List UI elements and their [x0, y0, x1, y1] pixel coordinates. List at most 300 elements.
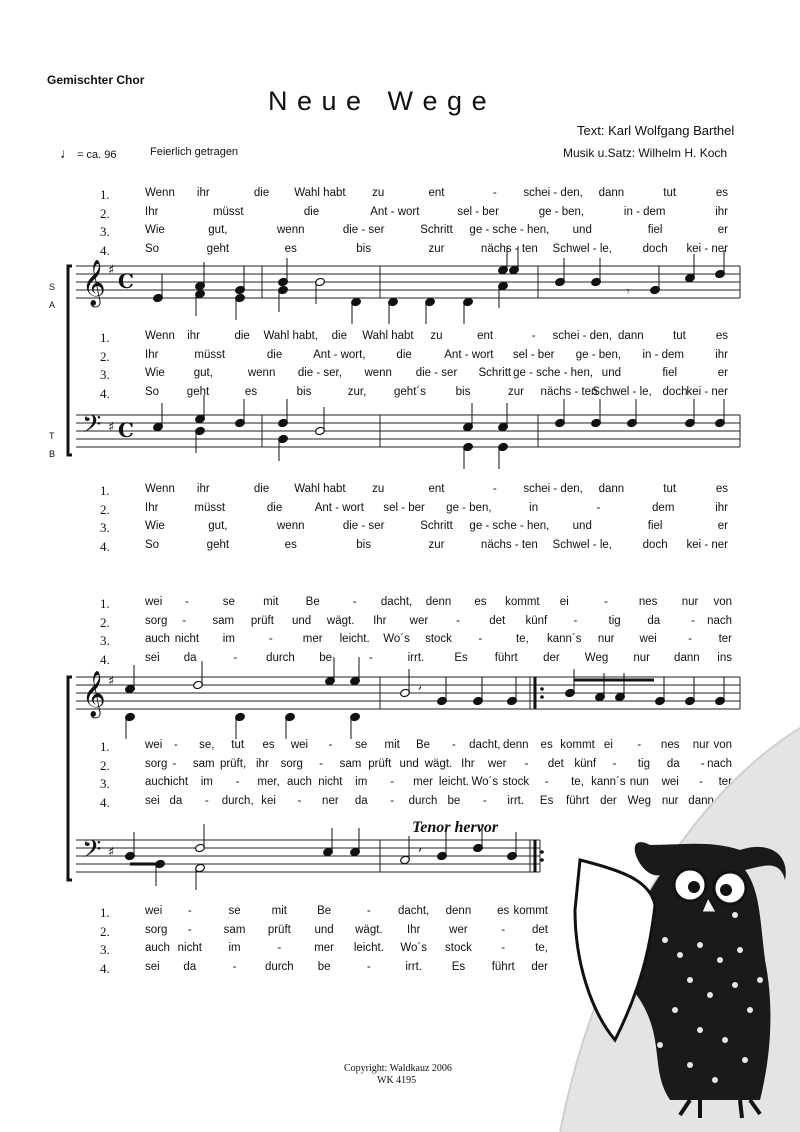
lyric-syllable: nur [692, 739, 710, 751]
lyric-syllable: - [492, 483, 497, 495]
lyric-syllable: wägt. [424, 757, 453, 770]
lyric-syllable: Wenn [145, 330, 175, 342]
key-sharp-icon: ♯ [108, 420, 115, 435]
lyric-syllable: ge - sche - hen, [469, 520, 550, 532]
lyric-syllable: durch [408, 794, 438, 807]
common-time-icon: C [118, 418, 134, 442]
lyric-syllable: det [532, 923, 548, 936]
verse-number: 2. [100, 923, 110, 939]
lyric-syllable: er [717, 224, 728, 236]
verse-number: 4. [100, 385, 110, 401]
tempo-value: = ca. 96 [77, 149, 117, 161]
lyric-syllable: im [200, 776, 213, 788]
lyric-syllable: auch [287, 776, 312, 788]
verse-number: 1. [100, 187, 110, 202]
lyric-syllable: von [713, 596, 732, 608]
lyric-syllable: wei [661, 776, 679, 788]
treble-clef-icon: 𝄞 [82, 671, 106, 717]
lyric-syllable: und [572, 520, 592, 532]
lyric-syllable: Ant - wort [444, 348, 494, 361]
lyric-syllable: nun [629, 776, 649, 788]
lyric-syllable: So [145, 538, 160, 551]
verse-number: 3. [100, 520, 110, 535]
lyric-syllable: sorg [145, 614, 168, 627]
breath-mark-icon: , [418, 676, 423, 692]
lyric-syllable: schei - den, [523, 483, 583, 495]
lyric-syllable: schei - den, [552, 330, 612, 342]
lyric-syllable: es [244, 385, 258, 398]
lyric-syllable: - [366, 905, 371, 917]
lyric-syllable: schei - den, [523, 187, 583, 199]
lyric-syllable: und [572, 224, 592, 236]
lyric-syllable: tut [231, 739, 245, 751]
verse-number: 4. [100, 651, 110, 667]
lyric-syllable: die - ser [342, 520, 385, 532]
lyric-syllable: ter [718, 776, 732, 788]
lyric-syllable: der [531, 960, 548, 973]
lyric-syllable: - [478, 633, 483, 645]
lyric-syllable: durch [264, 960, 294, 973]
lyric-syllable: nes [660, 739, 680, 751]
verse-number: 2. [100, 205, 110, 221]
verse-number: 4. [100, 794, 110, 810]
lyric-syllable: künf [525, 614, 548, 627]
lyric-syllable: ent [428, 483, 445, 495]
lyric-syllable: Ihr [145, 348, 159, 361]
lyric-syllable: - [690, 614, 695, 627]
verse-number: 3. [100, 367, 110, 382]
lyric-syllable: es [497, 905, 510, 917]
lyric-syllable: irrt. [407, 651, 425, 664]
lyric-syllable: die [253, 483, 270, 495]
lyric-syllable: in - dem [623, 205, 666, 218]
lyric-syllable: kommt [505, 596, 540, 608]
lyric-syllable: mit [384, 739, 400, 751]
lyric-syllable: - [637, 739, 642, 751]
lyric-syllable: Be [317, 905, 332, 917]
lyric-syllable: dann [598, 483, 625, 495]
lyric-syllable: sel - ber [457, 205, 499, 218]
lyric-syllable: Ihr [145, 205, 159, 218]
lyric-syllable: nächs - ten [480, 242, 538, 255]
lyric-syllable: denn [445, 905, 472, 917]
lyric-syllable: ei [559, 596, 569, 608]
lyric-syllable: müsst [194, 348, 226, 361]
lyric-syllable: die [303, 205, 320, 218]
lyric-syllable: - [233, 651, 238, 664]
lyric-syllable: - [688, 633, 692, 645]
lyric-syllable: sei [145, 960, 160, 973]
lyric-syllable: dann [598, 187, 625, 199]
lyric-syllable: müsst [194, 501, 226, 514]
lyric-syllable: Ihr [461, 757, 475, 770]
verse-number: 1. [100, 330, 110, 345]
lyric-syllable: Be [305, 596, 320, 608]
lyric-syllable: - [328, 739, 333, 751]
lyric-syllable: Weg [627, 794, 652, 807]
lyric-syllable: Wie [145, 520, 165, 532]
lyric-syllable: - [612, 757, 617, 770]
lyric-syllable: mer [302, 633, 323, 645]
lyric-syllable: be [447, 794, 461, 807]
key-sharp-icon: ♯ [108, 674, 115, 689]
lyric-syllable: prüft [368, 757, 392, 770]
quarter-note-icon: ♩ [60, 145, 74, 161]
lyric-syllable: nur [661, 794, 679, 807]
lyric-syllable: - [173, 739, 178, 751]
lyric-syllable: die - ser, [297, 367, 342, 379]
lyric-syllable: nur [681, 596, 699, 608]
lyric-syllable: Wahl habt [362, 330, 414, 342]
lyric-syllable: sam [223, 923, 246, 936]
lyric-syllable: wägt. [355, 923, 383, 936]
lyric-syllable: Wahl habt [294, 483, 346, 495]
lyric-syllable: - [232, 960, 237, 973]
lyric-syllable: Schritt [478, 367, 512, 379]
lyric-syllable: die [331, 330, 348, 342]
lyric-syllable: führt [566, 794, 590, 807]
tenor-direction: Tenor hervor [412, 819, 499, 836]
lyric-syllable: Ihr [406, 923, 421, 936]
lyric-syllable: zur [428, 242, 445, 255]
lyric-syllable: Schwel - le, [552, 538, 612, 551]
lyric-syllable: Wahl habt [294, 187, 346, 199]
catalog-number: WK 4195 [377, 1075, 417, 1086]
lyric-syllable: durch [266, 651, 295, 664]
lyric-syllable: - [531, 330, 536, 342]
lyric-syllable: stock [445, 942, 472, 954]
breath-mark-icon: , [418, 838, 423, 854]
lyric-syllable: tut [663, 483, 677, 495]
key-sharp-icon: ♯ [108, 845, 115, 860]
lyric-syllable: wei [290, 739, 309, 751]
lyric-syllable: sorg [145, 757, 168, 770]
lyric-syllable: Es [454, 651, 468, 664]
lyric-syllable: kei - ner [686, 385, 728, 398]
lyric-syllable: wer [449, 923, 468, 936]
lyric-syllable: kann´s [547, 633, 582, 645]
lyric-syllable: wer [409, 614, 429, 627]
lyric-syllable: ge - sche - hen, [513, 367, 594, 379]
lyric-syllable: - [182, 614, 187, 627]
lyric-syllable: ihr [196, 483, 210, 495]
lyric-syllable: leicht. [353, 942, 384, 954]
lyric-syllable: kommt [560, 739, 595, 751]
lyric-syllable: er [717, 367, 728, 379]
lyric-syllable: ei [603, 739, 613, 751]
lyric-syllable: führt [491, 960, 515, 973]
lyric-syllable: se [228, 905, 241, 917]
lyric-syllable: - [366, 960, 371, 973]
lyric-syllable: ihr [256, 757, 269, 770]
lyric-syllable: ge - ben, [575, 348, 622, 361]
lyric-syllable: auch [145, 942, 170, 954]
lyric-syllable: ent [477, 330, 494, 342]
lyric-syllable: dann [618, 330, 644, 342]
lyric-syllable: es [284, 242, 297, 255]
lyric-syllable: Es [539, 794, 554, 807]
copyright: Copyright: Waldkauz 2006 [344, 1063, 452, 1074]
lyric-syllable: - [456, 614, 460, 627]
lyric-syllable: zur [508, 385, 524, 398]
lyric-syllable: die [253, 187, 270, 199]
lyric-syllable: gut, [208, 224, 228, 236]
lyric-syllable: dem [652, 501, 675, 514]
verse-number: 4. [100, 538, 110, 554]
page-title: N e u e W e g e [268, 86, 488, 116]
voice-label-bass: B [49, 449, 56, 459]
lyric-syllable: da [183, 651, 197, 664]
lyric-syllable: sel - ber [512, 348, 555, 361]
lyric-syllable: und [399, 757, 419, 770]
lyric-syllable: die [234, 330, 250, 342]
lyric-syllable: mit [263, 596, 279, 608]
music-credit: Musik u.Satz: Wilhelm H. Koch [563, 146, 728, 160]
lyric-syllable: doch [642, 242, 668, 255]
text-credit: Text: Karl Wolfgang Barthel [577, 123, 735, 138]
lyric-syllable: da [169, 794, 183, 807]
treble-clef-icon: 𝄞 [82, 260, 106, 306]
lyric-syllable: leicht. [339, 633, 370, 645]
lyric-syllable: dacht, [469, 739, 501, 751]
lyric-syllable: stock [425, 633, 452, 645]
lyric-syllable: - [390, 776, 395, 788]
lyric-syllable: - [368, 651, 373, 664]
lyric-syllable: - [452, 739, 456, 751]
bass-clef-icon: 𝄢 [82, 835, 102, 870]
lyric-syllable: det [489, 614, 506, 627]
lyric-syllable: ihr [715, 205, 728, 218]
lyric-syllable: wenn [364, 367, 392, 379]
lyric-syllable: - [187, 923, 192, 936]
voice-label-soprano: S [49, 282, 56, 292]
lyric-syllable: - [596, 501, 601, 514]
lyric-syllable: kei - ner [686, 242, 728, 255]
lyric-syllable: auch [145, 633, 170, 645]
lyric-syllable: und [314, 923, 334, 936]
lyric-syllable: zur, [347, 385, 367, 398]
expression-marking: Feierlich getragen [150, 146, 239, 158]
lyric-syllable: Wo´s [471, 776, 499, 788]
lyric-syllable: zu [430, 330, 443, 342]
lyric-syllable: wer [487, 757, 507, 770]
lyric-syllable: - [524, 757, 529, 770]
lyric-syllable: sam [192, 757, 215, 770]
lyric-syllable: wenn [277, 520, 305, 532]
lyric-syllable: nur [597, 633, 615, 645]
lyric-syllable: irrt. [405, 960, 422, 973]
lyric-syllable: die - ser [342, 224, 385, 236]
lyric-syllable: - [501, 923, 506, 936]
lyric-syllable: nicht [318, 776, 343, 788]
lyric-syllable: wägt. [326, 614, 355, 627]
lyric-syllable: So [145, 242, 160, 255]
lyric-syllable: die [396, 348, 412, 361]
lyric-syllable: sei [145, 794, 160, 807]
verse-number: 1. [100, 739, 110, 754]
lyric-syllable: te, [571, 776, 584, 788]
lyric-syllable: es [284, 538, 297, 551]
lyric-syllable: der [600, 794, 617, 807]
lyric-syllable: Wahl habt, [263, 330, 319, 342]
lyric-syllable: es [715, 483, 728, 495]
lyric-syllable: gut, [193, 367, 213, 379]
lyric-syllable: nicht [163, 776, 189, 788]
lyric-syllable: ihr [196, 187, 210, 199]
lyric-syllable: ge - sche - hen, [469, 224, 550, 236]
lyric-syllable: wenn [277, 224, 305, 236]
lyric-syllable: es [715, 330, 728, 342]
lyric-syllable: Weg [584, 651, 609, 664]
verse-number: 2. [100, 757, 110, 773]
lyric-syllable: se [222, 596, 235, 608]
lyric-syllable: Schwel - le, [592, 385, 652, 398]
verse-number: 2. [100, 348, 110, 364]
lyric-syllable: im [222, 633, 235, 645]
lyric-syllable: - [185, 596, 189, 608]
lyric-syllable: in [529, 501, 539, 514]
lyric-syllable: ihr [715, 348, 728, 361]
verse-number: 3. [100, 224, 110, 239]
lyric-syllable: - [492, 187, 497, 199]
lyric-syllable: führt [494, 651, 518, 664]
lyric-syllable: tig [608, 614, 621, 627]
lyric-syllable: tig [637, 757, 651, 770]
lyric-syllable: es [262, 739, 275, 751]
lyric-syllable: bis [296, 385, 312, 398]
lyric-syllable: - [573, 614, 578, 627]
lyric-syllable: bis [356, 242, 371, 255]
lyric-syllable: im [355, 776, 368, 788]
common-time-icon: C [118, 269, 134, 293]
verse-number: 3. [100, 776, 110, 791]
lyric-syllable: und [291, 614, 312, 627]
lyric-syllable: zur [428, 538, 445, 551]
lyric-syllable: te, [515, 633, 529, 645]
lyric-syllable: nach [707, 614, 732, 627]
lyric-syllable: ins [717, 651, 732, 664]
lyric-syllable: be [319, 651, 333, 664]
lyric-syllable: von [713, 739, 732, 751]
lyric-syllable: nur [633, 651, 650, 664]
lyric-syllable: prüft [250, 614, 274, 627]
lyric-syllable: denn [425, 596, 452, 608]
lyric-syllable: dann [688, 794, 714, 807]
verse-number: 1. [100, 483, 110, 498]
lyric-syllable: Wenn [145, 483, 175, 495]
lyric-syllable: stock [502, 776, 530, 788]
lyric-syllable: Wenn [145, 187, 175, 199]
verse-number: 3. [100, 942, 110, 957]
lyric-syllable: tut [673, 330, 686, 342]
verse-number: 1. [100, 596, 110, 611]
lyric-syllable: denn [502, 739, 529, 751]
lyric-syllable: und [601, 367, 621, 379]
lyric-syllable: sel - ber [383, 501, 425, 514]
lyric-syllable: dann [674, 651, 700, 664]
lyric-syllable: ihr [715, 501, 728, 514]
lyric-syllable: fiel [647, 520, 663, 532]
lyric-syllable: - [544, 776, 549, 788]
lyric-syllable: Wie [145, 367, 165, 379]
lyric-syllable: dacht, [380, 596, 413, 608]
verse-number: 3. [100, 633, 110, 648]
lyric-syllable: kei [261, 794, 276, 807]
lyric-syllable: Wo´s [383, 633, 410, 645]
lyric-syllable: kei - ner [686, 538, 728, 551]
lyric-syllable: wei [145, 905, 163, 917]
lyric-syllable: Ant - wort [370, 205, 420, 218]
lyric-syllable: fiel [662, 367, 678, 379]
lyric-syllable: - [699, 776, 704, 788]
lyric-syllable: ner [322, 794, 339, 807]
lyric-syllable: Es [451, 960, 466, 973]
lyric-syllable: Schritt [420, 224, 453, 236]
lyric-syllable: leicht. [438, 776, 469, 788]
lyric-syllable: irrt. [507, 794, 525, 807]
lyric-syllable: Ant - wort, [313, 348, 366, 361]
lyric-syllable: - [700, 757, 705, 770]
verse-number: 4. [100, 960, 110, 976]
voice-label-tenor: T [49, 431, 55, 441]
verse-number: 1. [100, 905, 110, 920]
verse-number: 4. [100, 242, 110, 258]
voice-label-alto: A [49, 300, 56, 310]
lyric-syllable: doch [662, 385, 688, 398]
lyric-syllable: prüft [267, 923, 291, 936]
lyric-syllable: die - ser [415, 367, 458, 379]
lyric-syllable: wei [145, 596, 163, 608]
lyric-syllable: bis [356, 538, 371, 551]
lyric-syllable: bis [455, 385, 471, 398]
lyric-syllable: nächs - ten [540, 385, 598, 398]
lyric-syllable: Wie [145, 224, 165, 236]
lyric-syllable: es [540, 739, 553, 751]
lyric-syllable: - [352, 596, 357, 608]
lyric-syllable: - [187, 905, 192, 917]
lyric-syllable: det [547, 757, 564, 770]
lyric-syllable: zu [372, 483, 385, 495]
lyric-syllable: se, [199, 739, 215, 751]
lyric-syllable: te, [535, 942, 548, 954]
lyric-syllable: auch [145, 776, 170, 788]
lyric-syllable: mer [314, 942, 335, 954]
lyric-syllable: wei [145, 739, 163, 751]
verse-number: 2. [100, 501, 110, 517]
lyric-syllable: be [317, 960, 331, 973]
lyric-syllable: - [501, 942, 506, 954]
lyric-syllable: ter [718, 633, 732, 645]
lyric-syllable: sorg [145, 923, 168, 936]
lyric-syllable: zu [372, 187, 385, 199]
lyric-syllable: Be [416, 739, 431, 751]
lyric-syllable: nach [707, 757, 732, 770]
lyric-syllable: geht´s [394, 385, 426, 398]
lyric-syllable: doch [642, 538, 668, 551]
lyric-syllable: So [145, 385, 160, 398]
lyric-syllable: - [277, 942, 282, 954]
lyric-syllable: da [666, 757, 680, 770]
genre-label: Gemischter Chor [47, 73, 145, 87]
lyric-syllable: mit [271, 905, 287, 917]
verse-number: 2. [100, 614, 110, 630]
lyric-syllable: müsst [212, 205, 244, 218]
lyric-syllable: durch, [221, 794, 254, 807]
lyric-syllable: die [266, 501, 283, 514]
lyric-syllable: dacht, [397, 905, 430, 917]
lyric-syllable: Ant - wort [314, 501, 364, 514]
lyric-syllable: - [390, 794, 395, 807]
